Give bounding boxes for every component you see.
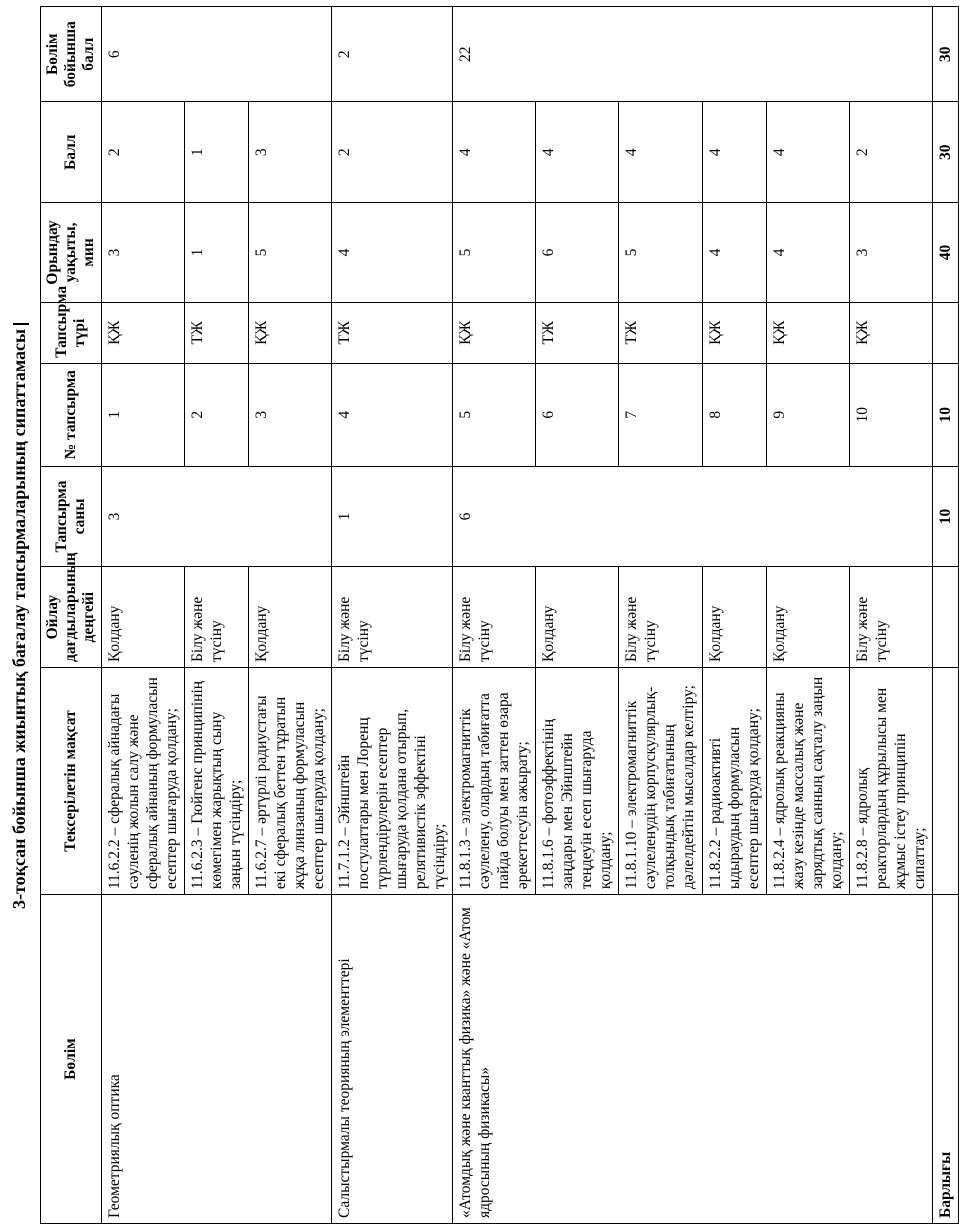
task-type: ТЖ: [536, 302, 619, 363]
task-type: ҚЖ: [249, 302, 332, 363]
task-score: 2: [102, 102, 185, 203]
task-type: ТЖ: [185, 302, 249, 363]
section-name: «Атомдық және кванттық физика» және «Атом ядросының физикасы»: [453, 895, 933, 1224]
section-score: 2: [332, 7, 453, 102]
text-cursor: [13, 323, 29, 325]
task-score: 1: [185, 102, 249, 203]
total-section-score: 30: [933, 7, 959, 102]
task-number: 4: [332, 363, 453, 466]
task-time: 3: [102, 203, 185, 303]
header-task-type: Тапсырма түрі: [41, 302, 102, 363]
task-score: 4: [453, 102, 536, 203]
header-score: Балл: [41, 102, 102, 203]
thinking-level: Қолдану: [703, 567, 767, 668]
header-task-count: Тапсырма саны: [41, 466, 102, 567]
header-time: Орындау уақыты, мин: [41, 203, 102, 303]
task-count: 3: [102, 466, 332, 567]
objective: 11.8.2.4 – ядролық реакцияны жазу кезінде массалық және зарядтық санның сақталу заңын қолдану;: [767, 668, 850, 895]
header-thinking-level: Ойлау дағдыларының деңгейі: [41, 567, 102, 668]
total-objective-empty: [933, 668, 959, 895]
objective: 11.8.1.3 – электромагниттік сәулелену, олардың табиғатта пайда болуы мен заттен өзара әрекеттесуін ажырату;: [453, 668, 536, 895]
task-number: 3: [249, 363, 332, 466]
table-row: [102, 7, 185, 1224]
objective: 11.8.1.10 – электромагниттік сәулеленудің корпускулярлық-толқындық табиғатының дәлелдейтін мысалдар келтіру;: [619, 668, 703, 895]
task-time: 5: [619, 203, 703, 303]
objective: 11.6.2.2 – сфералық айнадағы сәуленің жолын салу және сфералық айнаның формуласын есептер шығаруда қолдану;: [102, 668, 185, 895]
thinking-level: Білу және түсіну: [850, 567, 933, 668]
section-name: Салыстырмалы теорияның элементтері: [332, 895, 453, 1224]
task-score: 2: [850, 102, 933, 203]
task-time: 6: [536, 203, 619, 303]
task-time: 5: [453, 203, 536, 303]
thinking-level: Білу және түсіну: [332, 567, 453, 668]
total-type-empty: [933, 302, 959, 363]
table-row: [453, 7, 536, 1224]
section-score: 6: [102, 7, 332, 102]
thinking-level: Білу және түсіну: [185, 567, 249, 668]
task-score: 3: [249, 102, 332, 203]
header-section: Бөлім: [41, 895, 102, 1224]
thinking-level: Қолдану: [102, 567, 185, 668]
page-title: 3-тоқсан бойынша жиынтық бағалау тапсырмаларының сипаттамасы: [1, 0, 37, 1232]
thinking-level: Қолдану: [249, 567, 332, 668]
task-number: 9: [767, 363, 850, 466]
task-score: 2: [332, 102, 453, 203]
task-score: 4: [703, 102, 767, 203]
header-section-score: Бөлім бойынша балл: [41, 7, 102, 102]
thinking-level: Қолдану: [536, 567, 619, 668]
task-type: ҚЖ: [703, 302, 767, 363]
objective: 11.6.2.7 – әртүрлі радиустағы екі сфералық беттен тұратын жұқа линзаның формуласын есептер шығаруда қолдану;: [249, 668, 332, 895]
header-task-number: № тапсырма: [41, 363, 102, 466]
objective: 11.7.1.2 – Эйнштейн постулаттары мен Лоренц түрлендірулерін есептер шығаруда қолдана отырып, релятивистік эффектіні түсіндіру;: [332, 668, 453, 895]
table-row: [332, 7, 453, 1224]
total-time: 40: [933, 203, 959, 303]
section-score: 22: [453, 7, 933, 102]
task-type: ҚЖ: [453, 302, 536, 363]
total-level-empty: [933, 567, 959, 668]
task-type: ҚЖ: [102, 302, 185, 363]
total-label: Барлығы: [933, 895, 959, 1224]
task-type: ТЖ: [332, 302, 453, 363]
total-task-number: 10: [933, 363, 959, 466]
task-number: 8: [703, 363, 767, 466]
thinking-level: Білу және түсіну: [619, 567, 703, 668]
table-header-row: [41, 7, 102, 1224]
thinking-level: Білу және түсіну: [453, 567, 536, 668]
task-number: 7: [619, 363, 703, 466]
task-time: 4: [767, 203, 850, 303]
task-time: 5: [249, 203, 332, 303]
objective: 11.8.2.8 – ядролық реакторлардың құрылысы мен жұмыс істеу принципін сипаттау;: [850, 668, 933, 895]
task-number: 1: [102, 363, 185, 466]
task-number: 5: [453, 363, 536, 466]
task-time: 1: [185, 203, 249, 303]
total-score: 30: [933, 102, 959, 203]
task-score: 4: [619, 102, 703, 203]
total-row: [933, 7, 959, 1224]
header-objective: Тексерілетін мақсат: [41, 668, 102, 895]
task-number: 6: [536, 363, 619, 466]
section-name: Геометриялық оптика: [102, 895, 332, 1224]
task-score: 4: [536, 102, 619, 203]
objective: 11.6.2.3 – Гюйгенс принципінің көмегімен жарықтың сыну заңын түсіндіру;: [185, 668, 249, 895]
objective: 11.8.2.2 – радиоактивті ыдыраудың формуласын есептер шығаруда қолдану;: [703, 668, 767, 895]
objective: 11.8.1.6 – фотоэффектінің заңдары мен Эйнштейн теңдеуін есеп шығаруда қолдану;: [536, 668, 619, 895]
thinking-level: Қолдану: [767, 567, 850, 668]
task-number: 10: [850, 363, 933, 466]
task-type: ТЖ: [619, 302, 703, 363]
task-time: 4: [332, 203, 453, 303]
task-count: 1: [332, 466, 453, 567]
task-type: ҚЖ: [850, 302, 933, 363]
task-number: 2: [185, 363, 249, 466]
assessment-table: [40, 6, 959, 1224]
task-time: 3: [850, 203, 933, 303]
task-score: 4: [767, 102, 850, 203]
total-task-count: 10: [933, 466, 959, 567]
task-type: ҚЖ: [767, 302, 850, 363]
task-count: 6: [453, 466, 933, 567]
task-time: 4: [703, 203, 767, 303]
